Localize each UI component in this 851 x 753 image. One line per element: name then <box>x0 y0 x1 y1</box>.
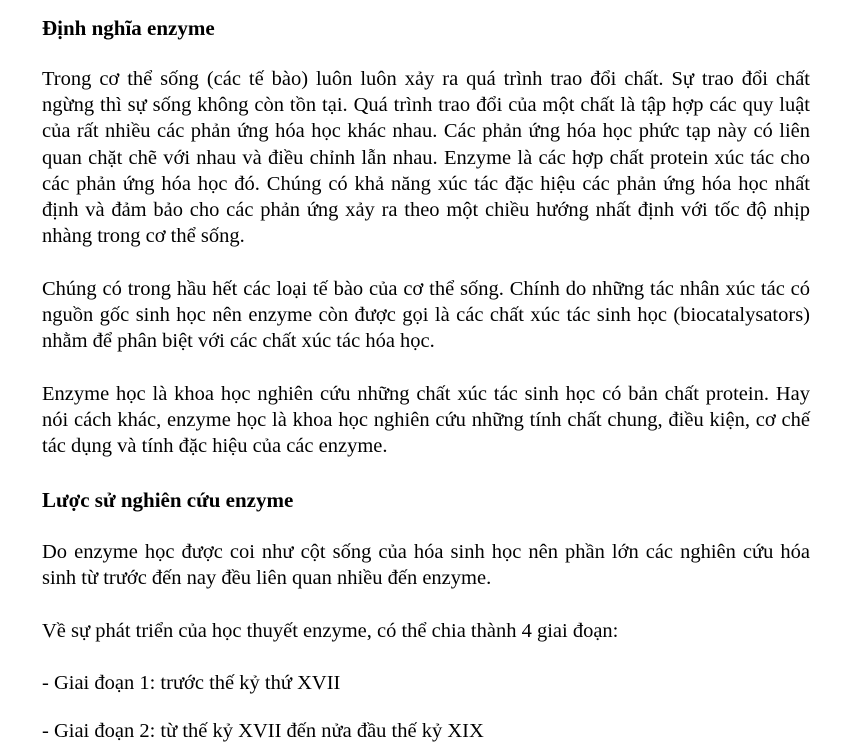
paragraph-definition-1: Trong cơ thể sống (các tế bào) luôn luôn xảy ra quá trình trao đổi chất. Sự trao đổi chất ngừng thì sự sống không còn tồn tại. Quá trình trao đổi của một chất là tập hợp các quy luật của rất nhiều các phản ứng hóa học khác nhau. Các phản ứng hóa học phức tạp này có liên quan chặt chẽ với nhau và điều chỉnh lẫn nhau. Enzyme là các hợp chất protein xúc tác cho các phản ứng hóa học đó. Chúng có khả năng xúc tác đặc hiệu các phản ứng hóa học nhất định và đảm bảo cho các phản ứng xảy ra theo một chiều hướng nhất định với tốc độ nhịp nhàng trong cơ thể sống. <box>42 68 810 248</box>
list-item-stage-1: - Giai đoạn 1: trước thế kỷ thứ XVII <box>42 672 341 694</box>
section-heading-definition: Định nghĩa enzyme <box>42 16 215 40</box>
list-item-stage-2: - Giai đoạn 2: từ thế kỷ XVII đến nửa đầu thế kỷ XIX <box>42 720 484 742</box>
paragraph-definition-2: Chúng có trong hầu hết các loại tế bào của cơ thể sống. Chính do những tác nhân xúc tác có nguồn gốc sinh học nên enzyme còn được gọi là các chất xúc tác sinh học (biocatalysators) nhằm để phân biệt với các chất xúc tác hóa học. <box>42 278 810 353</box>
section-heading-history: Lược sử nghiên cứu enzyme <box>42 488 294 512</box>
paragraph-definition-3: Enzyme học là khoa học nghiên cứu những chất xúc tác sinh học có bản chất protein. Hay nói cách khác, enzyme học là khoa học nghiên cứu những tính chất chung, điều kiện, cơ chế tác dụng và tính đặc hiệu của các enzyme. <box>42 383 810 458</box>
paragraph-history-2: Về sự phát triển của học thuyết enzyme, có thể chia thành 4 giai đoạn: <box>42 620 619 642</box>
paragraph-history-1: Do enzyme học được coi như cột sống của hóa sinh học nên phần lớn các nghiên cứu hóa sinh từ trước đến nay đều liên quan nhiều đến enzyme. <box>42 541 810 590</box>
